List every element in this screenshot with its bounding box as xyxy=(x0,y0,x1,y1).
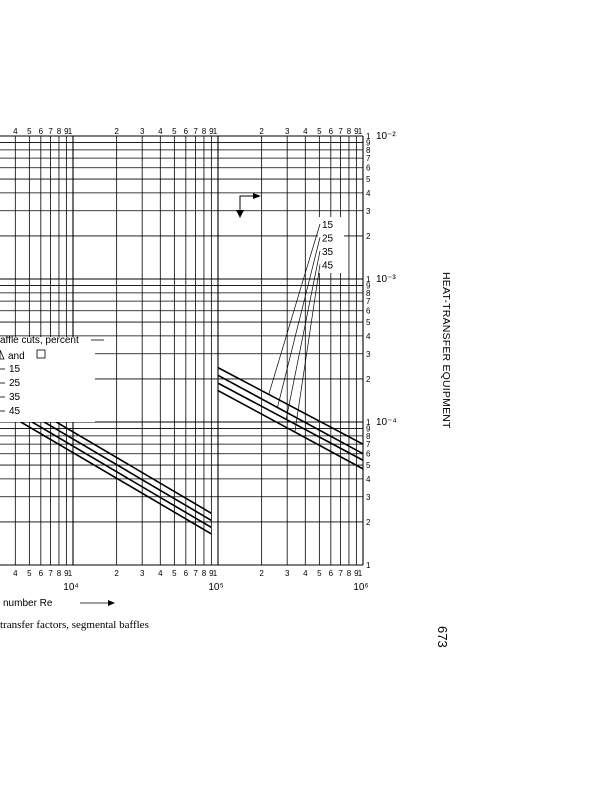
y-tick-label: 1 xyxy=(366,275,371,284)
series-label-35: 35 xyxy=(322,247,334,258)
series-leader-line xyxy=(295,265,320,433)
x-tick-label-bottom: 7 xyxy=(48,569,53,578)
y-tick-label: 2 xyxy=(366,374,371,384)
x-tick-label-top: 5 xyxy=(172,127,177,136)
x-tick-label-top: 5 xyxy=(27,127,32,136)
x-tick-label-bottom: 6 xyxy=(183,569,189,578)
x-tick-label-top: 8 xyxy=(346,127,352,136)
y-tick-label: 3 xyxy=(366,206,371,216)
y-tick-label: 8 xyxy=(366,288,371,298)
y-tick-label: 6 xyxy=(366,306,371,316)
y-tick-label: 2 xyxy=(366,231,371,241)
x-tick-label-top: 4 xyxy=(303,127,308,136)
x-tick-label-bottom: 9 xyxy=(354,569,359,578)
x-tick-label-bottom: 4 xyxy=(13,569,18,578)
x-tick-label-top: 9 xyxy=(64,127,69,136)
series-leader-line xyxy=(277,238,320,408)
x-tick-label-top: 9 xyxy=(209,127,214,136)
x-tick-label-bottom: 1 xyxy=(357,569,363,578)
arrow-head-down-icon xyxy=(236,210,244,218)
direction-arrow-icon xyxy=(240,196,258,217)
legend-and-label: and xyxy=(8,351,25,362)
x-tick-label-bottom: 5 xyxy=(172,569,177,578)
x-tick-label-bottom: 1 xyxy=(67,569,73,578)
x-tick-label-top: 2 xyxy=(114,127,119,136)
y-tick-label: 9 xyxy=(366,281,371,291)
x-tick-label-top: 6 xyxy=(183,127,189,136)
y-tick-label: 2 xyxy=(366,517,371,527)
x-tick-label-top: 7 xyxy=(48,127,53,136)
x-tick-label-top: 1 xyxy=(212,127,218,136)
series-label-25: 25 xyxy=(322,233,334,245)
page-number xyxy=(436,626,452,656)
x-tick-label-bottom: 4 xyxy=(303,569,308,578)
series-line-upper-25 xyxy=(218,375,363,453)
arrow-head-right-icon xyxy=(253,193,261,199)
x-major-tick-label: 10⁶ xyxy=(353,582,369,593)
legend-entry-45: 45 xyxy=(9,406,21,417)
y-tick-label: 1 xyxy=(366,561,371,570)
x-tick-label-bottom: 3 xyxy=(284,569,290,578)
x-tick-label-bottom: 2 xyxy=(114,569,119,578)
x-tick-label-top: 6 xyxy=(328,127,334,136)
figure-caption: transfer factors, segmental baffles xyxy=(0,619,149,631)
y-tick-label: 7 xyxy=(366,154,371,164)
legend-entry-25: 25 xyxy=(9,378,21,389)
series-line-lower-45 xyxy=(0,408,211,534)
y-tick-label: 5 xyxy=(366,175,371,185)
x-tick-label-bottom: 4 xyxy=(158,569,163,578)
chart-legend xyxy=(0,335,104,422)
legend-entry-15: 15 xyxy=(9,364,21,375)
y-tick-label: 4 xyxy=(366,474,371,484)
x-tick-label-bottom: 8 xyxy=(56,569,62,578)
series-leader-line xyxy=(286,251,320,419)
chart-annotations xyxy=(236,193,344,432)
series-label-45: 45 xyxy=(322,260,334,272)
y-tick-label: 5 xyxy=(366,461,371,471)
x-tick-label-bottom: 2 xyxy=(259,569,264,578)
y-tick-label: 1 xyxy=(366,418,371,427)
legend-entry-35: 35 xyxy=(9,392,21,403)
x-major-tick-label: 10⁴ xyxy=(63,582,79,593)
running-head xyxy=(440,272,456,452)
y-tick-label: 5 xyxy=(366,318,371,328)
x-tick-label-top: 8 xyxy=(201,127,207,136)
x-tick-label-bottom: 5 xyxy=(317,569,322,578)
y-tick-label: 1 xyxy=(366,132,371,141)
y-tick-label: 6 xyxy=(366,449,371,459)
y-tick-label: 4 xyxy=(366,331,371,341)
x-tick-label-top: 6 xyxy=(38,127,44,136)
x-tick-label-bottom: 5 xyxy=(27,569,32,578)
x-tick-label-bottom: 9 xyxy=(209,569,214,578)
x-tick-label-bottom: 8 xyxy=(346,569,352,578)
x-tick-label-bottom: 7 xyxy=(338,569,343,578)
y-tick-label: 9 xyxy=(366,424,371,434)
x-tick-label-top: 9 xyxy=(354,127,359,136)
y-tick-label: 9 xyxy=(366,138,371,148)
y-tick-label: 3 xyxy=(366,349,371,359)
x-tick-label-top: 7 xyxy=(338,127,343,136)
x-tick-label-bottom: 6 xyxy=(38,569,44,578)
x-tick-label-top: 1 xyxy=(357,127,363,136)
x-tick-label-bottom: 8 xyxy=(201,569,207,578)
x-tick-label-top: 7 xyxy=(193,127,198,136)
x-axis-arrow-icon xyxy=(108,600,115,606)
y-tick-label: 4 xyxy=(366,188,371,198)
x-tick-label-top: 4 xyxy=(158,127,163,136)
y-tick-label: 6 xyxy=(366,163,371,173)
x-tick-label-top: 2 xyxy=(259,127,264,136)
x-axis-label: number Re xyxy=(3,598,53,609)
x-tick-label-top: 8 xyxy=(56,127,62,136)
y-tick-label: 7 xyxy=(366,440,371,450)
y-major-tick-label: 10⁻⁴ xyxy=(376,417,397,428)
x-tick-label-top: 3 xyxy=(284,127,290,136)
x-major-tick-label: 10⁵ xyxy=(208,582,224,593)
x-tick-label-bottom: 7 xyxy=(193,569,198,578)
legend-title: affle cuts, percent xyxy=(0,335,79,346)
series-line-upper-45 xyxy=(218,391,363,469)
x-tick-label-bottom: 3 xyxy=(139,569,145,578)
y-major-tick-label: 10⁻² xyxy=(376,131,396,142)
x-tick-label-bottom: 1 xyxy=(212,569,218,578)
y-major-tick-label: 10⁻³ xyxy=(376,274,396,285)
x-tick-label-top: 5 xyxy=(317,127,322,136)
y-tick-label: 8 xyxy=(366,145,371,155)
x-tick-label-top: 1 xyxy=(67,127,73,136)
y-tick-label: 8 xyxy=(366,431,371,441)
x-axis-label-group xyxy=(3,598,115,609)
y-tick-label: 7 xyxy=(366,297,371,307)
x-tick-label-top: 4 xyxy=(13,127,18,136)
x-tick-label-top: 3 xyxy=(139,127,145,136)
y-tick-label: 3 xyxy=(366,492,371,502)
x-tick-label-bottom: 6 xyxy=(328,569,334,578)
series-label-15: 15 xyxy=(322,220,334,231)
x-tick-label-bottom: 9 xyxy=(64,569,69,578)
series-leader-line xyxy=(269,224,320,394)
page-number-text: 673 xyxy=(435,626,450,648)
running-head-text: HEAT-TRANSFER EQUIPMENT xyxy=(440,272,452,429)
